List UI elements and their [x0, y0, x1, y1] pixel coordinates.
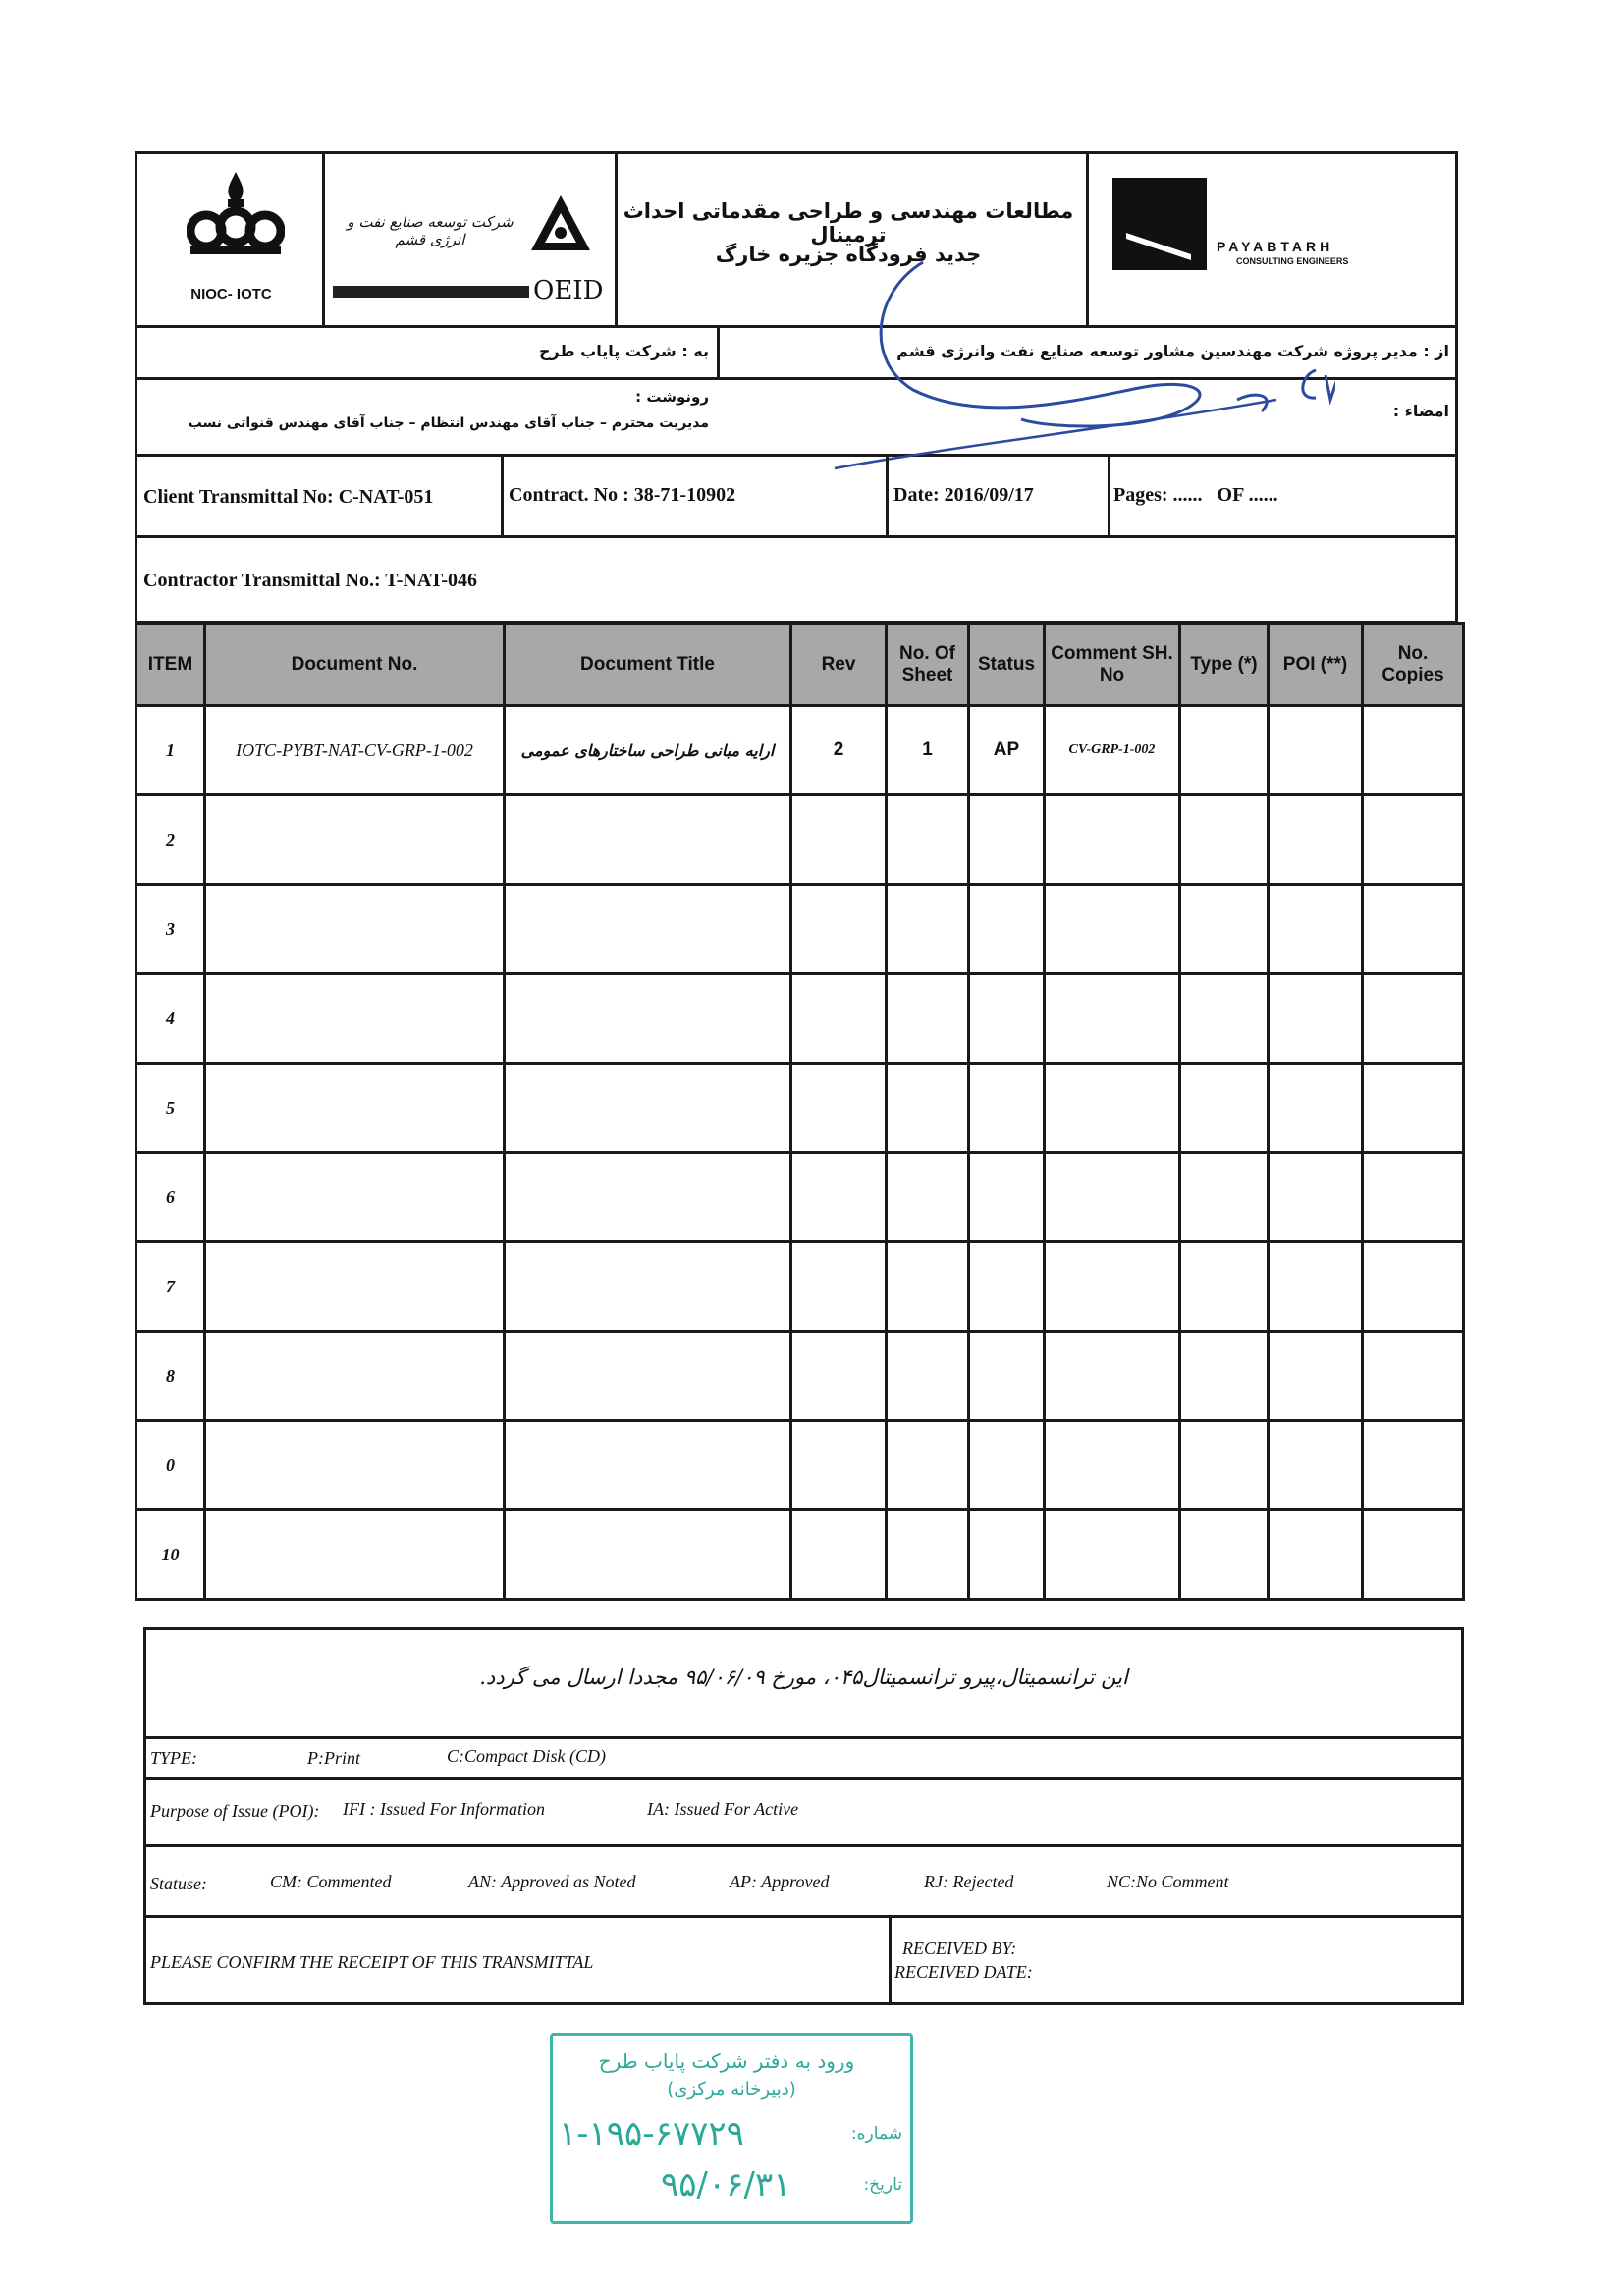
cell-comment-sh-no	[1045, 1510, 1180, 1600]
cell-document-title: ارایه مبانی طراحی ساختارهای عمومی	[505, 706, 791, 795]
oeid-company-name: شرکت توسعه صنایع نفت و انرژی قشم	[347, 213, 514, 248]
cell-document-title	[505, 1242, 791, 1332]
cell-document-title	[505, 885, 791, 974]
status-rj: RJ: Rejected	[924, 1872, 1014, 1891]
cell-no-of-sheet: 1	[887, 706, 969, 795]
status-nc: NC:No Comment	[1107, 1872, 1229, 1891]
transmittal-date: Date: 2016/09/17	[893, 484, 1034, 506]
cell-no-copies	[1363, 706, 1464, 795]
cell-no-of-sheet	[887, 1421, 969, 1510]
cell-status	[969, 1064, 1045, 1153]
cell-comment-sh-no	[1045, 1064, 1180, 1153]
cell-no-of-sheet	[887, 795, 969, 885]
cell-type	[1180, 1153, 1269, 1242]
cc-signature-row	[135, 380, 1458, 457]
cell-comment-sh-no	[1045, 1332, 1180, 1421]
cell-status	[969, 1421, 1045, 1510]
cell-comment-sh-no	[1045, 1421, 1180, 1510]
cell-poi	[1269, 1153, 1363, 1242]
cell-document-title	[505, 1510, 791, 1600]
stamp-number-value: ۱-۱۹۵-۶۷۷۲۹	[559, 2114, 744, 2154]
cell-item: 8	[136, 1332, 205, 1421]
cell-item: 10	[136, 1510, 205, 1600]
cell-status	[969, 1510, 1045, 1600]
cell-rev	[791, 885, 887, 974]
cell-rev	[791, 974, 887, 1064]
client-transmittal-no: Client Transmittal No: C-NAT-051	[143, 486, 434, 508]
footer-line-4	[146, 1915, 1461, 1918]
cell-rev: 2	[791, 706, 887, 795]
cell-item: 7	[136, 1242, 205, 1332]
table-row	[136, 1421, 1464, 1510]
poi-label: Purpose of Issue (POI):	[150, 1801, 320, 1821]
cell-comment-sh-no: CV-GRP-1-002	[1045, 706, 1180, 795]
cell-document-title	[505, 974, 791, 1064]
received-date: RECEIVED DATE:	[894, 1962, 1033, 1982]
cell-type	[1180, 885, 1269, 974]
col-header-document-no: Document No.	[205, 624, 505, 706]
cell-document-no	[205, 1242, 505, 1332]
nioc-logo-icon	[187, 170, 285, 258]
type-cd: C:Compact Disk (CD)	[447, 1746, 606, 1766]
pages-field: Pages: ...... OF ......	[1113, 484, 1278, 506]
cell-status	[969, 974, 1045, 1064]
cell-type	[1180, 706, 1269, 795]
oeid-triangle-icon	[529, 193, 592, 254]
cell-no-copies	[1363, 1064, 1464, 1153]
cell-type	[1180, 1242, 1269, 1332]
cell-no-of-sheet	[887, 1510, 969, 1600]
cell-document-no	[205, 974, 505, 1064]
footer-line-1	[146, 1736, 1461, 1739]
col-header-item: ITEM	[136, 624, 205, 706]
cell-document-no	[205, 1332, 505, 1421]
cell-document-title	[505, 1064, 791, 1153]
from-to-divider	[717, 328, 720, 377]
cell-poi	[1269, 1421, 1363, 1510]
contractor-transmittal-row	[135, 538, 1458, 624]
cell-no-copies	[1363, 1242, 1464, 1332]
cell-rev	[791, 1510, 887, 1600]
table-row	[136, 1153, 1464, 1242]
cell-rev	[791, 1242, 887, 1332]
project-title-line1: مطالعات مهندسی و طراحی مقدماتی احداث ترمینال	[623, 199, 1074, 246]
cell-item: 3	[136, 885, 205, 974]
stamp-line2: (دبیرخانه مرکزی)	[667, 2079, 796, 2100]
oeid-logo-cell	[325, 154, 618, 325]
signature-label: امضاء :	[1392, 402, 1449, 420]
transmittal-info-row	[135, 457, 1458, 538]
cell-status	[969, 1332, 1045, 1421]
poi-ifi: IFI : Issued For Information	[343, 1799, 545, 1819]
nioc-label: NIOC- IOTC	[190, 286, 272, 302]
nioc-logo-cell	[137, 154, 325, 325]
table-row	[136, 1510, 1464, 1600]
cell-status	[969, 1153, 1045, 1242]
cell-poi	[1269, 885, 1363, 974]
cell-status: AP	[969, 706, 1045, 795]
cell-document-no	[205, 1064, 505, 1153]
transmittal-footer	[143, 1627, 1464, 2005]
cell-document-title	[505, 1421, 791, 1510]
handwritten-signature-icon	[727, 252, 1335, 478]
cell-rev	[791, 1064, 887, 1153]
divider-3	[1108, 457, 1110, 535]
cell-item: 6	[136, 1153, 205, 1242]
cell-comment-sh-no	[1045, 974, 1180, 1064]
col-header-no-of-sheet: No. Of Sheet	[887, 624, 969, 706]
cell-poi	[1269, 974, 1363, 1064]
cell-poi	[1269, 795, 1363, 885]
cell-no-copies	[1363, 795, 1464, 885]
cell-comment-sh-no	[1045, 1242, 1180, 1332]
table-row	[136, 795, 1464, 885]
cell-document-title	[505, 1332, 791, 1421]
cell-type	[1180, 974, 1269, 1064]
registry-stamp	[550, 2033, 913, 2224]
cell-no-copies	[1363, 1332, 1464, 1421]
cell-type	[1180, 1421, 1269, 1510]
cell-type	[1180, 1332, 1269, 1421]
table-row	[136, 706, 1464, 795]
cell-type	[1180, 1064, 1269, 1153]
contractor-transmittal-no: Contractor Transmittal No.: T-NAT-046	[143, 570, 477, 591]
cell-rev	[791, 1153, 887, 1242]
footer-line-3	[146, 1844, 1461, 1847]
cell-comment-sh-no	[1045, 885, 1180, 974]
table-row	[136, 1242, 1464, 1332]
col-header-comment-sh-no: Comment SH. No	[1045, 624, 1180, 706]
cell-no-of-sheet	[887, 1064, 969, 1153]
status-cm: CM: Commented	[270, 1872, 392, 1891]
cc-label: رونوشت :	[635, 388, 709, 406]
cell-rev	[791, 795, 887, 885]
cc-text: مدیریت محترم – جناب آقای مهندس انتظام – جناب آقای مهندس قنواتی نسب	[188, 415, 709, 431]
poi-ia: IA: Issued For Active	[647, 1799, 799, 1819]
cell-item: 0	[136, 1421, 205, 1510]
payabtarh-subtitle: CONSULTING ENGINEERS	[1236, 256, 1349, 266]
table-row	[136, 974, 1464, 1064]
type-label: TYPE:	[150, 1748, 198, 1768]
cell-item: 5	[136, 1064, 205, 1153]
table-row	[136, 1332, 1464, 1421]
col-header-status: Status	[969, 624, 1045, 706]
stamp-date-value: ۹۵/۰۶/۳۱	[661, 2165, 791, 2205]
cell-no-copies	[1363, 1153, 1464, 1242]
footer-divider	[889, 1915, 892, 2002]
payabtarh-name: PAYABTARH	[1217, 239, 1334, 254]
cell-type	[1180, 1510, 1269, 1600]
status-label: Statuse:	[150, 1874, 207, 1893]
col-header-type: Type (*)	[1180, 624, 1269, 706]
col-header-no-copies: No. Copies	[1363, 624, 1464, 706]
status-an: AN: Approved as Noted	[468, 1872, 636, 1891]
cell-no-copies	[1363, 1421, 1464, 1510]
cell-document-no	[205, 885, 505, 974]
status-ap: AP: Approved	[730, 1872, 830, 1891]
from-field: از : مدیر پروژه شرکت مهندسین مشاور توسعه صنایع نفت وانرژی قشم	[896, 342, 1449, 360]
cell-no-of-sheet	[887, 1153, 969, 1242]
table-header-row	[136, 624, 1464, 706]
cell-type	[1180, 795, 1269, 885]
contract-no: Contract. No : 38-71-10902	[509, 484, 736, 506]
cell-poi	[1269, 1064, 1363, 1153]
table-row	[136, 1064, 1464, 1153]
cell-no-copies	[1363, 885, 1464, 974]
divider-2	[886, 457, 889, 535]
table-row	[136, 885, 1464, 974]
confirm-receipt: PLEASE CONFIRM THE RECEIPT OF THIS TRANSMITTAL	[150, 1952, 594, 1972]
cell-poi	[1269, 1332, 1363, 1421]
cell-document-title	[505, 1153, 791, 1242]
cell-item: 2	[136, 795, 205, 885]
cell-status	[969, 1242, 1045, 1332]
cell-document-no	[205, 1510, 505, 1600]
document-table	[135, 622, 1465, 1601]
col-header-rev: Rev	[791, 624, 887, 706]
cell-no-of-sheet	[887, 885, 969, 974]
cell-no-of-sheet	[887, 1332, 969, 1421]
type-print: P:Print	[307, 1748, 360, 1768]
cell-no-copies	[1363, 1510, 1464, 1600]
cell-comment-sh-no	[1045, 1153, 1180, 1242]
cell-item: 4	[136, 974, 205, 1064]
cell-poi	[1269, 706, 1363, 795]
col-header-document-title: Document Title	[505, 624, 791, 706]
stamp-line1: ورود به دفتر شرکت پایاب طرح	[598, 2050, 855, 2073]
cell-status	[969, 795, 1045, 885]
col-header-poi: POI (**)	[1269, 624, 1363, 706]
cell-document-no	[205, 1421, 505, 1510]
stamp-date-label: تاریخ:	[863, 2175, 902, 2195]
stamp-number-label: شماره:	[850, 2124, 902, 2144]
oeid-subtitle-bar	[333, 286, 529, 298]
cell-rev	[791, 1332, 887, 1421]
cell-document-no	[205, 1153, 505, 1242]
cell-rev	[791, 1421, 887, 1510]
cell-item: 1	[136, 706, 205, 795]
cell-poi	[1269, 1510, 1363, 1600]
received-by: RECEIVED BY:	[902, 1939, 1017, 1958]
cell-no-copies	[1363, 974, 1464, 1064]
cell-document-title	[505, 795, 791, 885]
cell-document-no	[205, 795, 505, 885]
resend-note: این ترانسمیتال،پیرو ترانسمیتال۰۴۵، مورخ ۹۵/۰۶/۰۹ مجددا ارسال می گردد.	[479, 1666, 1128, 1689]
cell-no-of-sheet	[887, 974, 969, 1064]
cell-status	[969, 885, 1045, 974]
footer-line-2	[146, 1777, 1461, 1780]
divider-1	[501, 457, 504, 535]
oeid-label: OEID	[533, 276, 604, 305]
cell-comment-sh-no	[1045, 795, 1180, 885]
project-title-line2: جدید فرودگاه جزیره خارگ	[715, 243, 982, 266]
cell-document-no: IOTC-PYBT-NAT-CV-GRP-1-002	[205, 706, 505, 795]
cell-poi	[1269, 1242, 1363, 1332]
cell-no-of-sheet	[887, 1242, 969, 1332]
to-field: به : شرکت پایاب طرح	[539, 342, 709, 360]
